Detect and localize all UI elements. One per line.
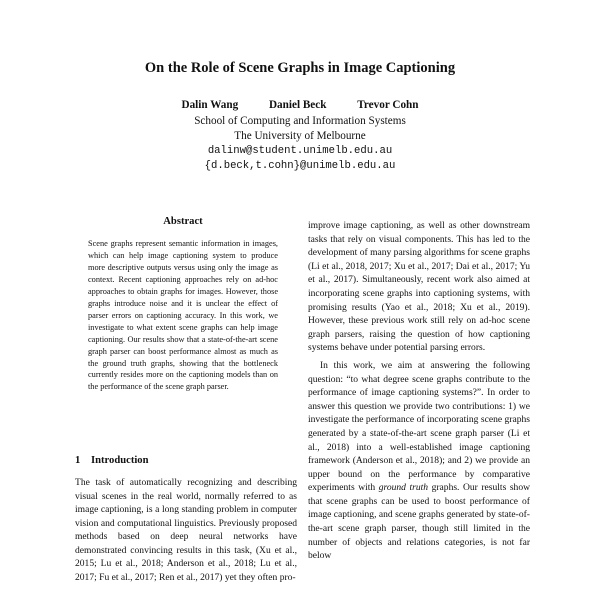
affiliation-university: The University of Melbourne xyxy=(234,130,366,142)
emphasis-text: ground truth xyxy=(378,482,429,494)
paper-title: On the Role of Scene Graphs in Image Captioning xyxy=(144,60,456,76)
introduction-left-column xyxy=(75,476,297,584)
author-name: Dalin Wang xyxy=(181,99,239,111)
author-name: Daniel Beck xyxy=(268,99,327,111)
introduction-paragraph: improve image captioning, as well as other downstream tasks that rely on visual components. This has led to the development of many parsing algorithms for scene graphs (Li et al., 2018, 2017; Xu et al., 2017; Dai et al., 2017; Yu et al., 2017). Simultaneously, recent work also aimed at incorporating scene graphs into captioning systems, with promising results (Yao et al., 2018; Xu et al., 2019). However, these previous work still rely on ad-hoc scene graph parsers, raising the question of how captioning systems behave under potential parsing errors. xyxy=(308,220,530,354)
section-number: 1 xyxy=(75,455,81,466)
introduction-right-column xyxy=(308,219,530,563)
abstract-text: Scene graphs represent semantic information in images, which can help image captioning system to produce more descriptive outputs versus using only the image as context. Recent captioning approaches rely on ad-hoc approaches to obtain graphs for images. However, those graphs introduce noise and it is unclear the effect of parser errors on captioning accuracy. In this work, we investigate to what extent scene graphs can help image captioning. Our results show that a state-of-the-art scene graph parser can boost performance almost as much as the ground truth graphs, showing that the bottleneck currently resides more on the captioning models than on the performance of the scene graph parser. xyxy=(88,239,278,392)
paragraph-text: In this work, we aim at answering the following question: “to what degree scene graphs contribute to the performance of image captioning systems?”. In order to answer this question we provide two contributions: 1) we investigate the performance of incorporating scene graphs generated by a state-of-the-art scene graph parser (Li et al., 2018) into a well-established image captioning framework (Anderson et al., 2018); and 2) we provide an upper bound on the performance by comparative experiments with xyxy=(308,359,530,494)
author-name: Trevor Cohn xyxy=(357,99,419,111)
email-secondary: {d.beck,t.cohn}@unimelb.edu.au xyxy=(204,160,396,172)
section-heading-introduction xyxy=(75,455,295,466)
affiliation-school: School of Computing and Information Systems xyxy=(194,115,406,127)
paragraph-text: graphs. Our results show that scene graphs can be used to boost performance of image captioning, and scene graphs generated by state-of-the-art scene graph parser, though still limited in the number of objects and relations categories, is not far below xyxy=(308,482,530,562)
author-list xyxy=(0,99,600,111)
email-primary: dalinw@student.unimelb.edu.au xyxy=(207,145,393,157)
introduction-paragraph xyxy=(308,359,530,563)
introduction-paragraph: The task of automatically recognizing and describing visual scenes in the real world, normally referred to as image captioning, is a long standing problem in computer vision and computational linguistics. Previously proposed methods based on deep neural networks have demonstrated convincing results in this task, (Xu et al., 2015; Lu et al., 2018; Anderson et al., 2018; Lu et al., 2017; Fu et al., 2017; Ren et al., 2017) yet they often pro- xyxy=(75,477,297,583)
section-title: Introduction xyxy=(91,455,149,466)
abstract-heading: Abstract xyxy=(163,216,203,227)
